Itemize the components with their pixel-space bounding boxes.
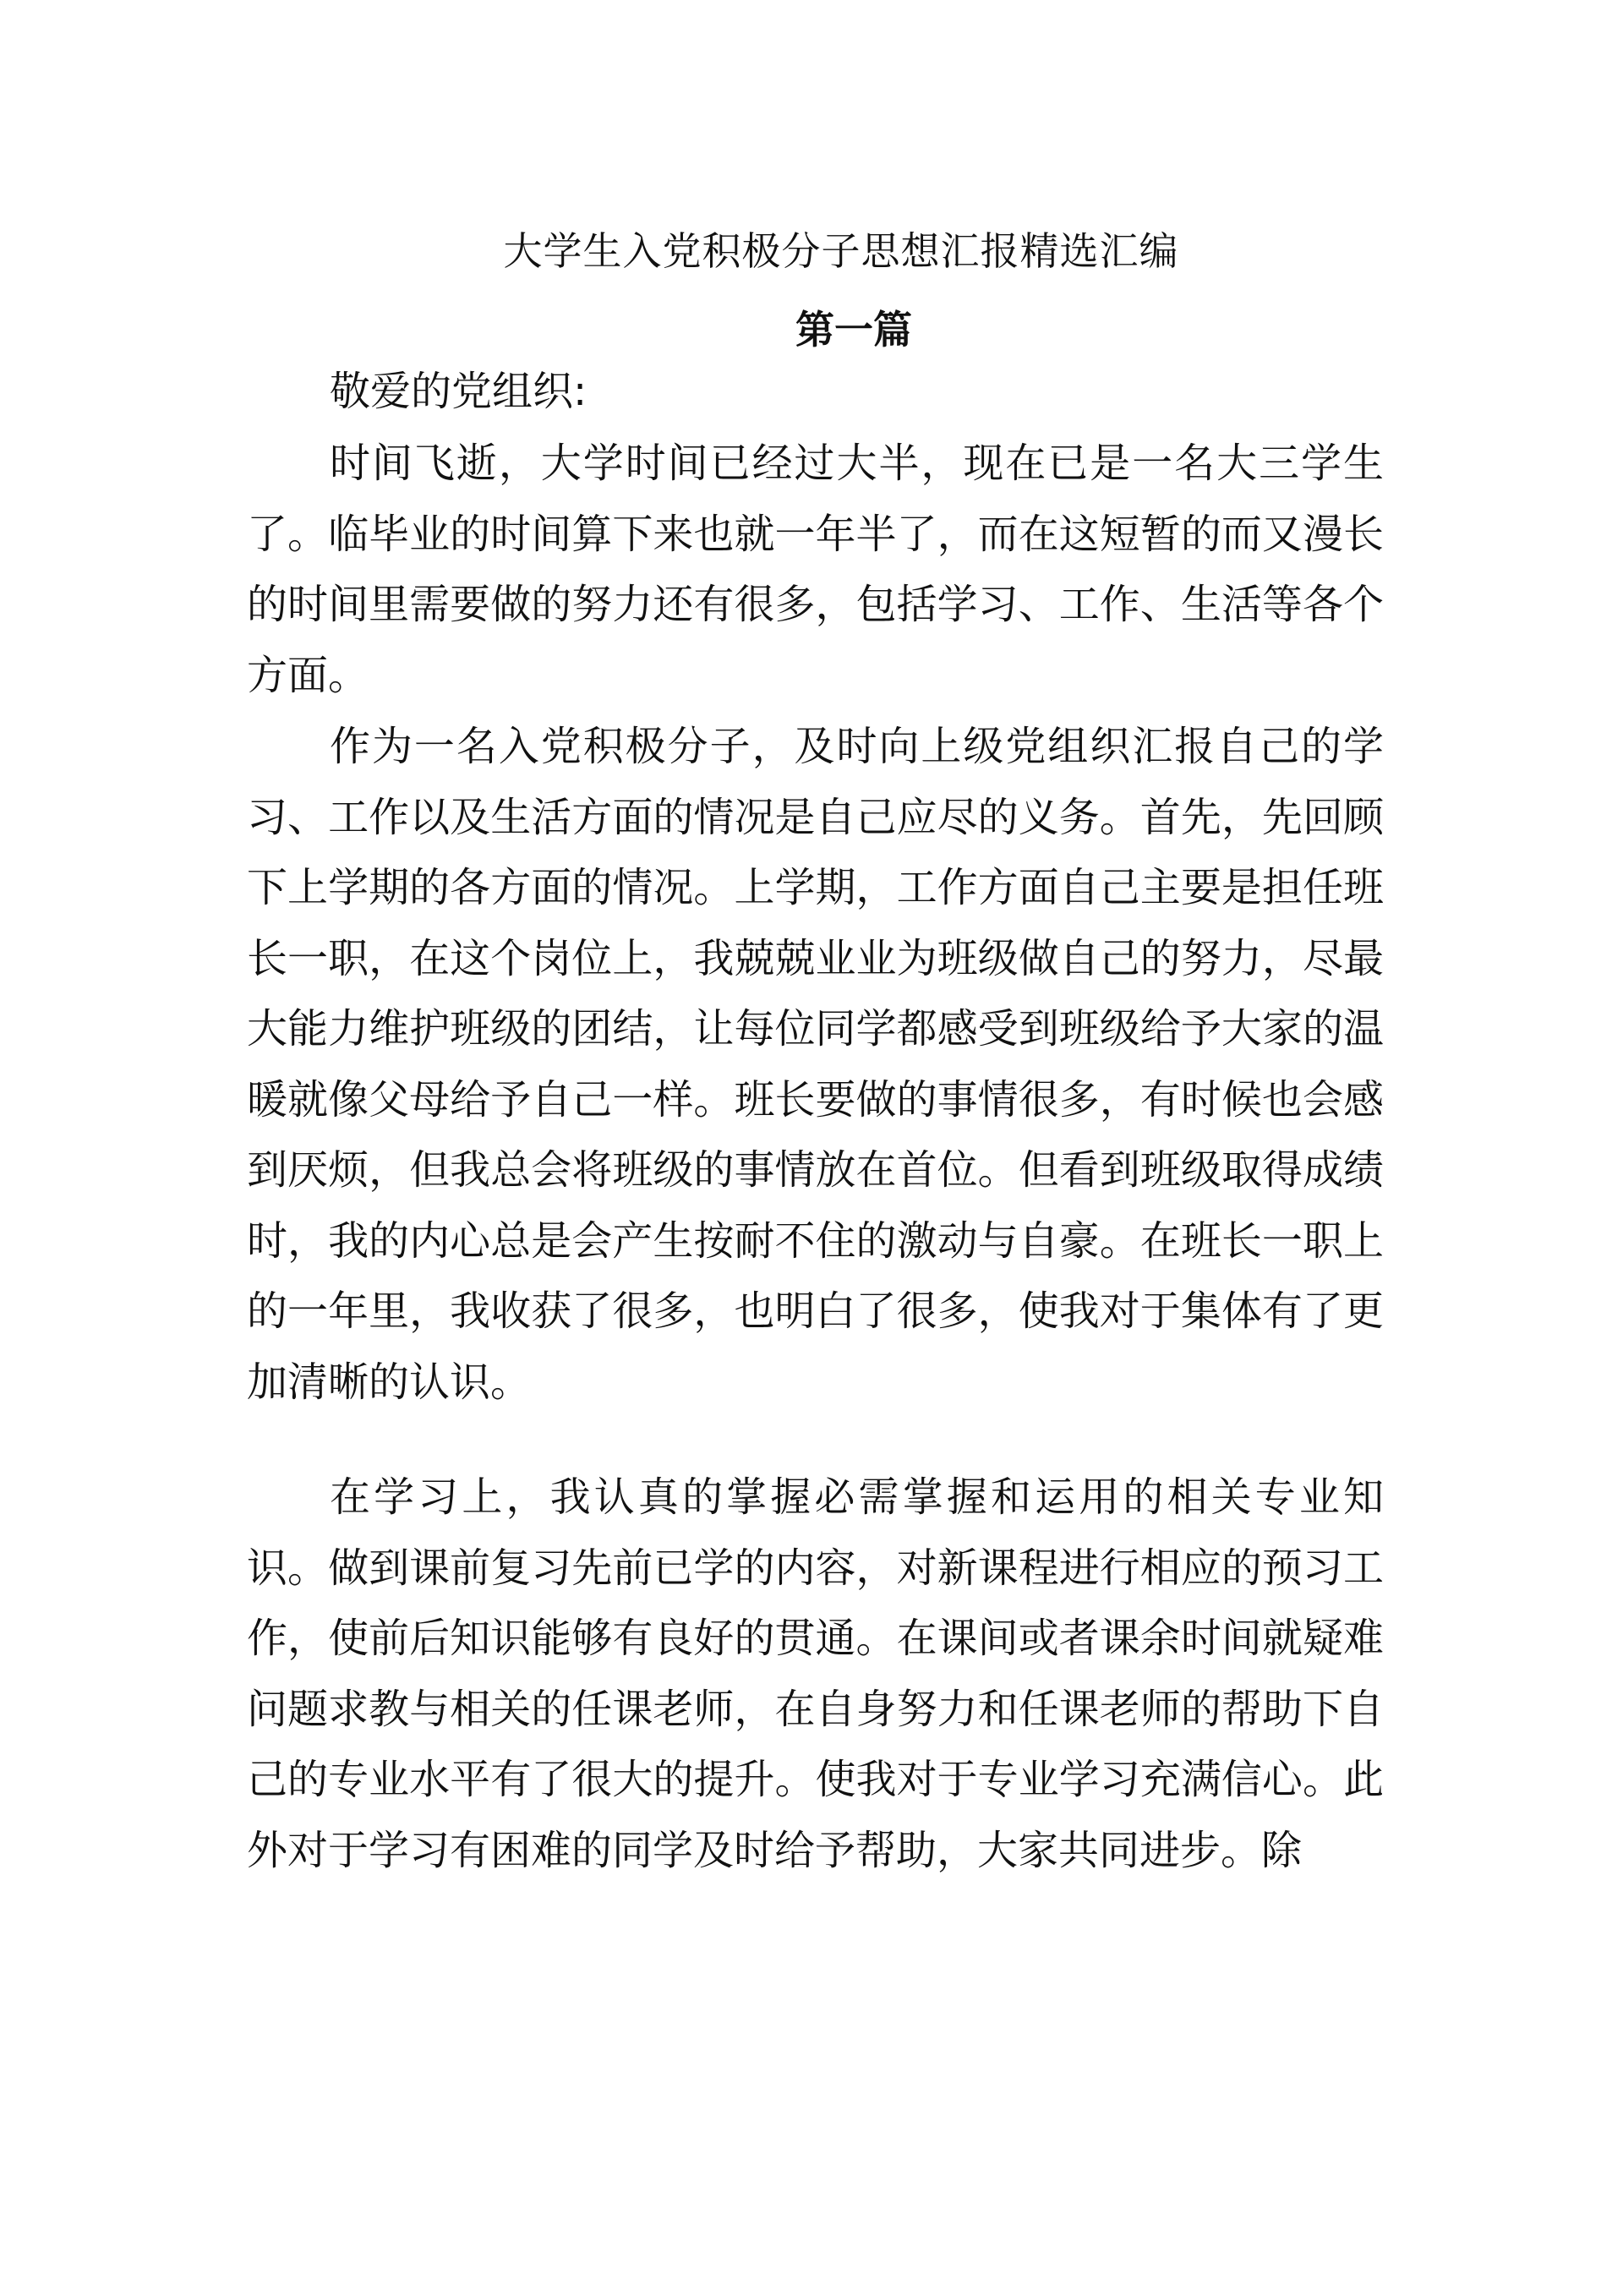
paragraph: 在学习上，我认真的掌握必需掌握和运用的相关专业知识。做到课前复习先前已学的内容，对新课程进行相应的预习工作，使前后知识能够有良好的贯通。在课间或者课余时间就疑难问题求教与相关的任课老师，在自身努力和任课老师的帮助下自己的专业水平有了很大的提升。使我对于专业学习充满信心。此外对于学习有困难的同学及时给予帮助，大家共同进步。除 — [247, 1473, 1384, 1874]
paragraph: 时间飞逝，大学时间已经过大半，现在已是一名大三学生了。临毕业的时间算下来也就一年半了，而在这短暂的而又漫长的时间里需要做的努力还有很多，包括学习、工作、生活等各个方面。 — [247, 440, 1384, 699]
section-title: 第一篇 — [795, 307, 912, 353]
document-title: 大学生入党积极分子思想汇报精选汇编 — [503, 228, 1179, 274]
paragraph: 作为一名入党积极分子，及时向上级党组织汇报自己的学习、工作以及生活方面的情况是自己应尽的义务。首先，先回顾下上学期的各方面的情况。上学期，工作方面自己主要是担任班长一职，在这个岗位上，我兢兢业业为班级做自己的努力，尽最大能力维护班级的团结，让每位同学都感受到班级给予大家的温暖就像父母给予自己一样。班长要做的事情很多，有时候也会感到厌烦，但我总会将班级的事情放在首位。但看到班级取得成绩时，我的内心总是会产生按耐不住的激动与自豪。在班长一职上的一年里，我收获了很多，也明白了很多，使我对于集体有了更加清晰的认识。 — [247, 723, 1384, 1406]
salutation: 敬爱的党组织: — [330, 368, 587, 415]
